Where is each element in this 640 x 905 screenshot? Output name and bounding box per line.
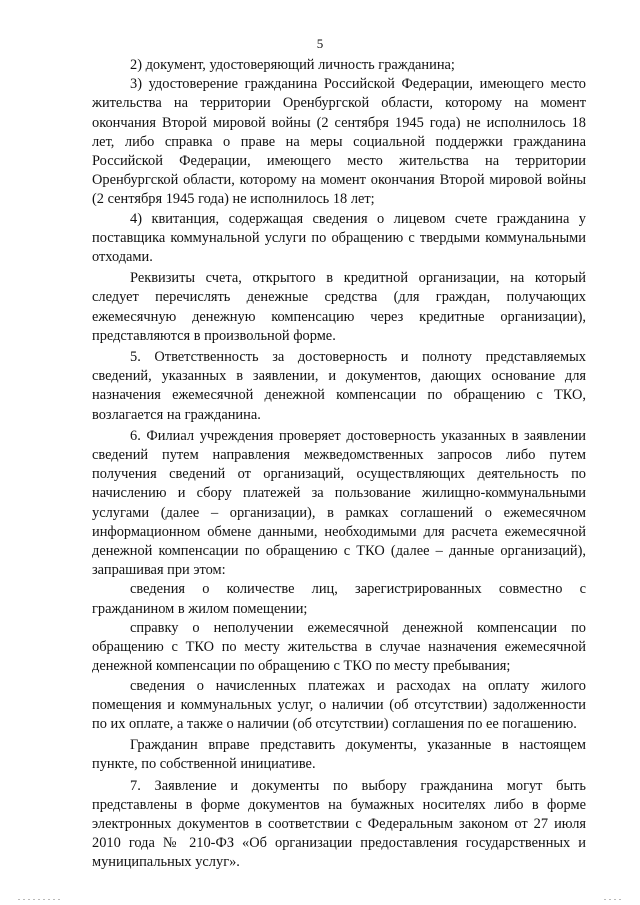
scan-artifact-left <box>18 899 62 900</box>
paragraph-non-receipt-certificate: справку о неполучении ежемесячной денежной компенсации по обращению с ТКО по месту жительства в случае назначения ежемесячной денежной компенсации по обращению с ТКО по месту пребывания; <box>92 619 586 675</box>
paragraph-account-details: Реквизиты счета, открытого в кредитной организации, на который следует перечислять денежные средства (для граждан, получающих ежемесячную денежную компенсацию через кредитные организации), представляются в произвольной форме. <box>92 270 586 344</box>
document-body <box>92 56 586 873</box>
scan-artifact-right <box>604 899 622 900</box>
paragraph-clause-5: 5. Ответственность за достоверность и полноту представляемых сведений, указанных в заявлении, и документов, дающих основание для назначения ежемесячной денежной компенсации по обращению с ТКО, возлагается на гражданина. <box>92 349 586 423</box>
paragraph-clause-6: 6. Филиал учреждения проверяет достоверность указанных в заявлении сведений путем направления межведомственных запросов либо путем получения сведений от организаций, осуществляющих деятельность по начислению и сбору платежей за пользование жилищно-коммунальными услугами (далее – организации), в рамках соглашений о ежемесячном информационном обмене данными, необходимыми для расчета ежемесячной денежной компенсации по обращению с ТКО (далее – данные организаций), запрашивая при этом: <box>92 427 586 579</box>
paragraph-item-2: 2) документ, удостоверяющий личность гражданина; <box>130 57 455 73</box>
paragraph-item-4: 4) квитанция, содержащая сведения о лицевом счете гражданина у поставщика коммунальной услуги по обращению с твердыми коммунальными отходами. <box>92 210 586 266</box>
paragraph-own-initiative: Гражданин вправе представить документы, указанные в настоящем пункте, по собственной инициативе. <box>92 737 586 773</box>
paragraph-payment-info: сведения о начисленных платежах и расходах на оплату жилого помещения и коммунальных услуг, о наличии (об отсутствии) задолженности по их оплате, а также о наличии (об отсутствии) соглашения по ее погашению. <box>92 677 586 732</box>
paragraph-residents-info: сведения о количестве лиц, зарегистрированных совместно с гражданином в жилом помещении; <box>92 581 586 617</box>
paragraph-clause-7: 7. Заявление и документы по выбору гражданина могут быть представлены в форме документов на бумажных носителях либо в форме электронных документов в соответствии с Федеральным законом от 27 июля 2010 года № 210-ФЗ «Об организации предоставления государственных и муниципальных услуг». <box>92 777 586 871</box>
paragraph-item-3: 3) удостоверение гражданина Российской Федерации, имеющего место жительства на территории Оренбургской области, которому на момент окончания Второй мировой войны (2 сентября 1945 года) не исполнилось 18 лет, либо справка о праве на меры социальной поддержки гражданина Российской Федерации, имеющего место жительства на территории Оренбургской области, которому на момент окончания Второй мировой войны (2 сентября 1945 года) не исполнилось 18 лет; <box>92 76 586 208</box>
page-number: 5 <box>316 36 324 51</box>
